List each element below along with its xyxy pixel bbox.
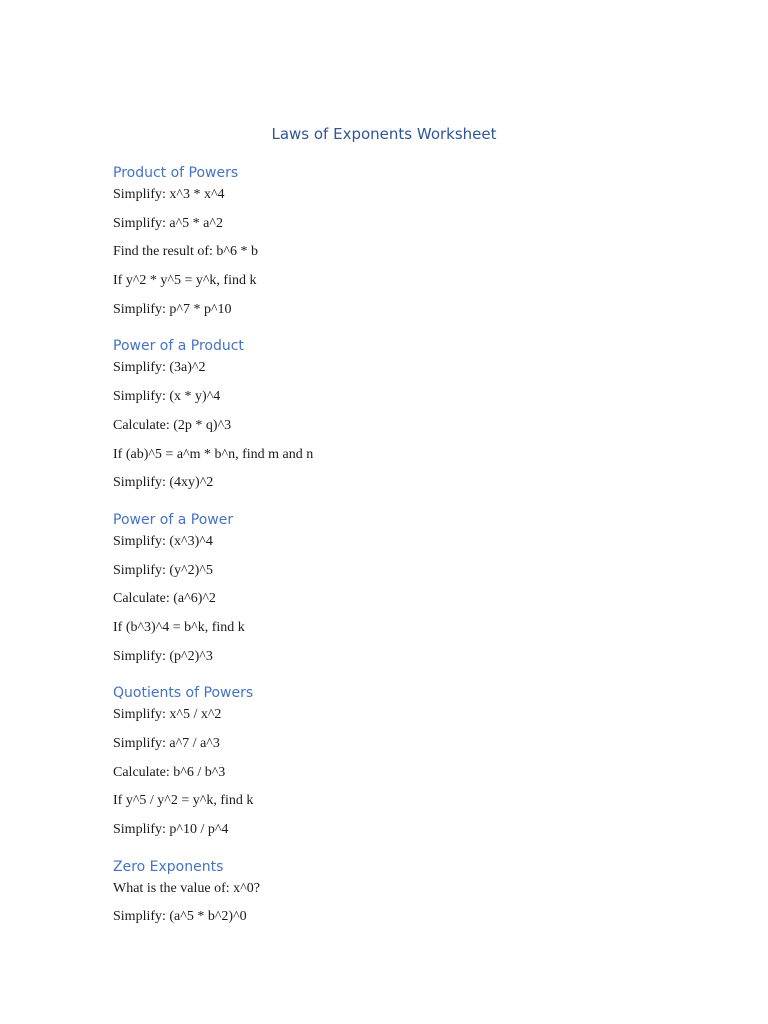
section-heading: Zero Exponents: [113, 858, 224, 875]
section-product-of-powers: [113, 162, 673, 327]
question-item: Calculate: (a^6)^2: [113, 591, 216, 607]
section-zero-exponents: [113, 856, 673, 935]
question-item: If y^5 / y^2 = y^k, find k: [113, 793, 254, 809]
section-heading: Quotients of Powers: [113, 685, 254, 702]
question-item: Simplify: p^7 * p^10: [113, 301, 232, 317]
page-title: Laws of Exponents Worksheet: [271, 125, 497, 143]
question-item: If (b^3)^4 = b^k, find k: [113, 619, 245, 635]
question-item: Simplify: (x^3)^4: [113, 533, 213, 549]
question-item: Find the result of: b^6 * b: [113, 244, 259, 260]
section-heading: Power of a Product: [113, 338, 244, 355]
question-item: Simplify: (y^2)^5: [113, 562, 213, 578]
question-item: Simplify: a^7 / a^3: [113, 736, 220, 751]
question-item: Simplify: (p^2)^3: [113, 648, 213, 664]
worksheet-content: [113, 162, 673, 943]
question-item: Simplify: x^3 * x^4: [113, 187, 225, 202]
question-item: If y^2 * y^5 = y^k, find k: [113, 273, 257, 289]
question-item: Simplify: (3a)^2: [113, 360, 206, 376]
section-power-of-a-product: [113, 335, 673, 500]
question-item: Simplify: (4xy)^2: [113, 475, 214, 491]
question-item: Simplify: x^5 / x^2: [113, 707, 222, 723]
question-item: What is the value of: x^0?: [113, 880, 260, 896]
question-item: Simplify: p^10 / p^4: [113, 822, 229, 838]
question-item: Simplify: (x * y)^4: [113, 389, 221, 405]
section-power-of-a-power: [113, 509, 673, 674]
question-item: Simplify: a^5 * a^2: [113, 215, 223, 231]
question-item: Calculate: b^6 / b^3: [113, 764, 226, 780]
section-quotients-of-powers: [113, 682, 673, 847]
question-item: If (ab)^5 = a^m * b^n, find m and n: [113, 446, 314, 462]
question-item: Simplify: (a^5 * b^2)^0: [113, 909, 247, 925]
question-item: Calculate: (2p * q)^3: [113, 417, 232, 433]
section-heading: Power of a Power: [113, 511, 234, 528]
section-heading: Product of Powers: [113, 165, 239, 181]
